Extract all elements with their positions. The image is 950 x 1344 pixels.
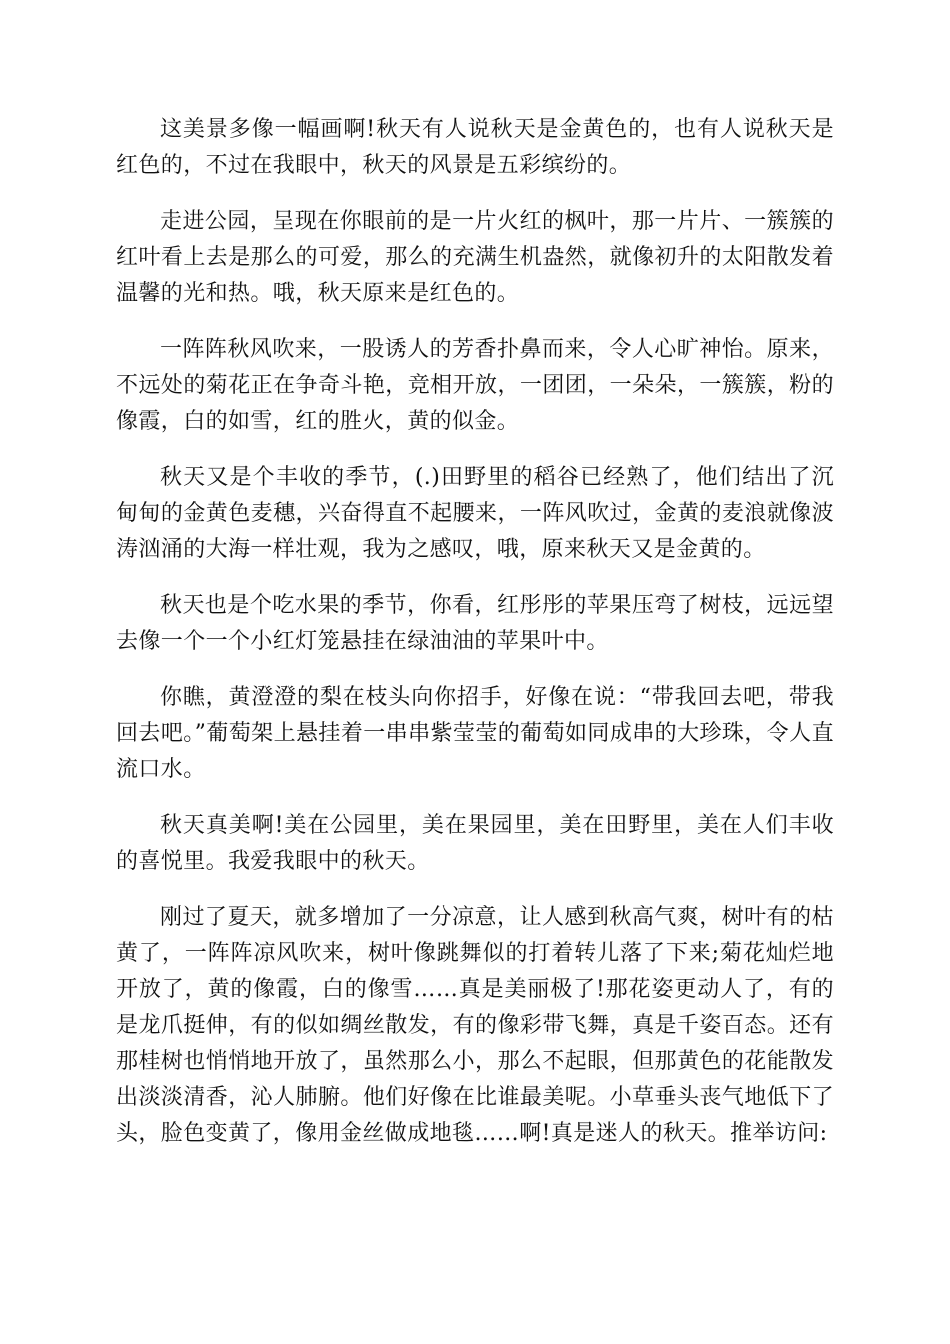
paragraph-5: 秋天也是个吃水果的季节，你看，红彤彤的苹果压弯了树枝，远远望去像一个一个小红灯笼悬挂在绿油油的苹果叶中。 <box>116 593 834 654</box>
paragraph-6: 你瞧，黄澄澄的梨在枝头向你招手，好像在说：“带我回去吧，带我回去吧。”葡萄架上悬挂着一串串紫莹莹的葡萄如同成串的大珍珠，令人直流口水。 <box>116 685 834 782</box>
paragraph-3: 一阵阵秋风吹来，一股诱人的芳香扑鼻而来，令人心旷神怡。原来，不远处的菊花正在争奇斗艳，竞相开放，一团团，一朵朵，一簇簇，粉的像霞，白的如雪，红的胜火，黄的似金。 <box>116 337 834 434</box>
document-body <box>116 112 834 1172</box>
paragraph-2: 走进公园，呈现在你眼前的是一片火红的枫叶，那一片片、一簇簇的红叶看上去是那么的可爱，那么的充满生机盎然，就像初升的太阳散发着温馨的光和热。哦，秋天原来是红色的。 <box>116 209 834 306</box>
paragraph-4: 秋天又是个丰收的季节，(.)田野里的稻谷已经熟了，他们结出了沉甸甸的金黄色麦穗，兴奋得直不起腰来，一阵风吹过，金黄的麦浪就像波涛汹涌的大海一样壮观，我为之感叹，哦，原来秋天又是金黄的。 <box>116 465 834 562</box>
paragraph-1: 这美景多像一幅画啊!秋天有人说秋天是金黄色的，也有人说秋天是红色的，不过在我眼中，秋天的风景是五彩缤纷的。 <box>116 117 834 178</box>
paragraph-7: 秋天真美啊!美在公园里，美在果园里，美在田野里，美在人们丰收的喜悦里。我爱我眼中的秋天。 <box>116 813 834 874</box>
paragraph-8: 刚过了夏天，就多增加了一分凉意，让人感到秋高气爽，树叶有的枯黄了，一阵阵凉风吹来，树叶像跳舞似的打着转儿落了下来;菊花灿烂地开放了，黄的像霞，白的像雪……真是美丽极了!那花姿更动人了，有的是龙爪挺伸，有的似如绸丝散发，有的像彩带飞舞，真是千姿百态。还有那桂树也悄悄地开放了，虽然那么小，那么不起眼，但那黄色的花能散发出淡淡清香，沁人肺腑。他们好像在比谁最美呢。小草垂头丧气地低下了头，脸色变黄了，像用金丝做成地毯……啊!真是迷人的秋天。推举访问: <box>116 905 834 1146</box>
